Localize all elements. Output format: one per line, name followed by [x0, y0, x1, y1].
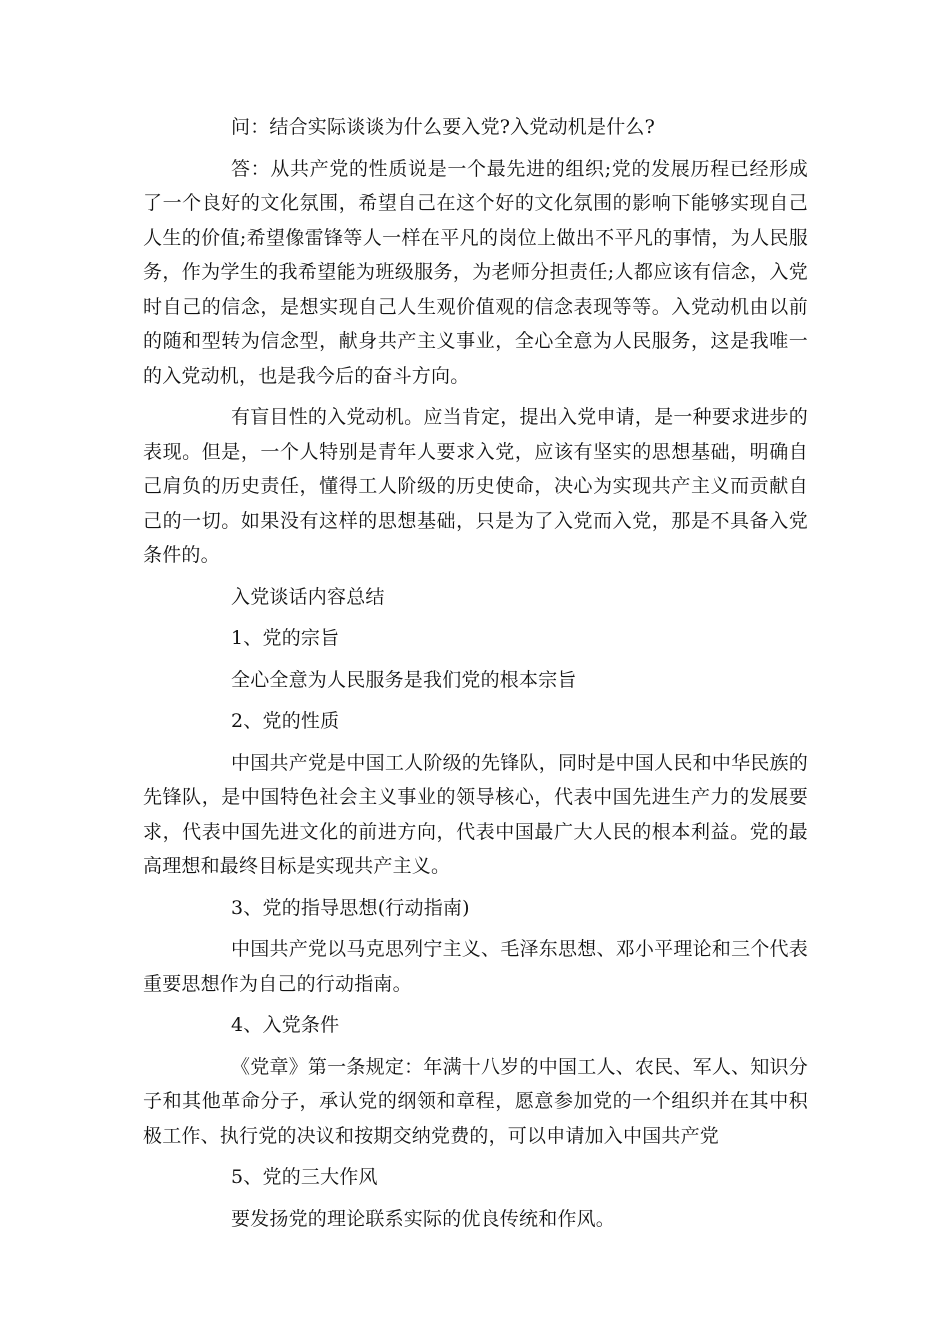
section-heading-conditions: 4、入党条件 [231, 1014, 340, 1036]
motive-paragraph: 有盲目性的入党动机。应当肯定，提出入党申请，是一种要求进步的表现。但是，一个人特别是青年人要求入党，应该有坚实的思想基础，明确自己肩负的历史责任，懂得工人阶级的历史使命，决心为实现共产主义而贡献自己的一切。如果没有这样的思想基础，只是为了入党而入党，那是不具备入党条件的。 [143, 406, 808, 566]
summary-heading: 入党谈话内容总结 [231, 585, 385, 608]
section-heading-guiding-thought: 3、党的指导思想(行动指南) [231, 896, 470, 919]
question-paragraph: 问：结合实际谈谈为什么要入党?入党动机是什么? [231, 116, 655, 138]
conditions-paragraph: 《党章》第一条规定：年满十八岁的中国工人、农民、军人、知识分子和其他革命分子，承认党的纲领和章程，愿意参加党的一个组织并在其中积极工作、执行党的决议和按期交纳党费的，可以申请加入中国共产党 [143, 1055, 808, 1147]
answer-paragraph: 答：从共产党的性质说是一个最先进的组织;党的发展历程已经形成了一个良好的文化氛围，希望自己在这个好的文化氛围的影响下能够实现自己人生的价值;希望像雷锋等人一样在平凡的岗位上做出不平凡的事情，为人民服务，作为学生的我希望能为班级服务，为老师分担责任;人都应该有信念，入党时自己的信念，是想实现自己人生观价值观的信念表现等等。入党动机由以前的随和型转为信念型，献身共产主义事业，全心全意为人民服务，这是我唯一的入党动机，也是我今后的奋斗方向。 [143, 157, 808, 387]
purpose-paragraph: 全心全意为人民服务是我们党的根本宗旨 [231, 668, 577, 691]
section-heading-purpose: 1、党的宗旨 [231, 627, 340, 649]
section-heading-nature: 2、党的性质 [231, 710, 340, 732]
document-body [143, 110, 808, 1236]
section-heading-styles: 5、党的三大作风 [231, 1166, 378, 1188]
nature-paragraph: 中国共产党是中国工人阶级的先锋队，同时是中国人民和中华民族的先锋队，是中国特色社会主义事业的领导核心，代表中国先进生产力的发展要求，代表中国先进文化的前进方向，代表中国最广大人民的根本利益。党的最高理想和最终目标是实现共产主义。 [143, 751, 808, 877]
styles-paragraph: 要发扬党的理论联系实际的优良传统和作风。 [231, 1207, 616, 1230]
guiding-thought-paragraph: 中国共产党以马克思列宁主义、毛泽东思想、邓小平理论和三个代表重要思想作为自己的行动指南。 [143, 938, 808, 995]
